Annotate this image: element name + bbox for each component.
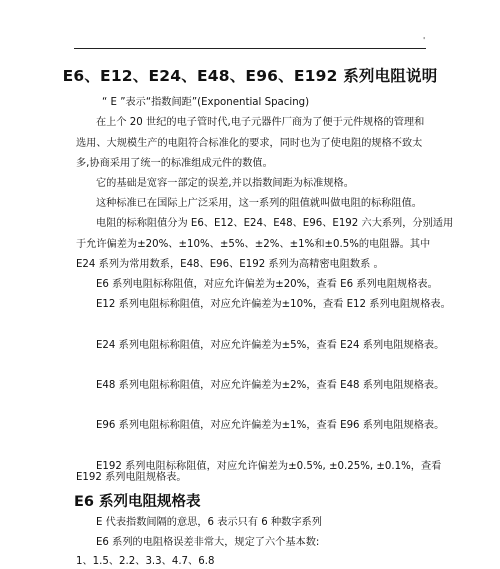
e6-section-line-3: 1、1.5、2.2、3.3、4.7、6.8 (76, 556, 215, 567)
paragraph-3: 这种标准已在国际上广泛采用，这一系列的阻值就叫做电阻的标称阻值。 (96, 198, 422, 209)
e12-series-line: E12 系列电阻标称阻值，对应允许偏差为±10%，查看 E12 系列电阻规格表。 (96, 299, 451, 310)
paragraph-1-line-1: 在上个 20 世纪的电子管时代,电子元器件厂商为了便于元件规格的管理和 (96, 117, 425, 128)
paragraph-4-line-2: 于允许偏差为±20%、±10%、±5%、±2%、±1%和±0.5%的电阻器。其中 (76, 239, 431, 250)
e96-series-line: E96 系列电阻标称阻值，对应允许偏差为±1%，查看 E96 系列电阻规格表。 (96, 420, 445, 431)
paragraph-4-line-3: E24 系列为常用数系，E48、E96、E192 系列为高精密电阻数系 。 (76, 259, 384, 270)
page-title: E6、E12、E24、E48、E96、E192 系列电阻说明 (62, 67, 438, 85)
paragraph-1-line-3: 多,协商采用了统一的标准组成元件的数值。 (76, 158, 273, 169)
paragraph-4-line-1: 电阻的标称阻值分为 E6、E12、E24、E48、E96、E192 六大系列，分别适用 (96, 218, 454, 229)
paragraph-2: 它的基础是宽容一部定的误差,并以指数间距为标准规格。 (96, 178, 354, 189)
e6-section-line-2: E6 系列的电阻格误差非常大，规定了六个基本数: (96, 537, 320, 548)
e6-section-heading: E6 系列电阻规格表 (74, 494, 201, 510)
e24-series-line: E24 系列电阻标称阻值，对应允许偏差为±5%，查看 E24 系列电阻规格表。 (96, 340, 445, 351)
e48-series-line: E48 系列电阻标称阻值，对应允许偏差为±2%，查看 E48 系列电阻规格表。 (96, 380, 445, 391)
page-marker: ' (423, 36, 426, 45)
e6-section-line-1: E 代表指数间隔的意思，6 表示只有 6 种数字系列 (96, 517, 322, 528)
e6-series-line: E6 系列电阻标称阻值，对应允许偏差为±20%，查看 E6 系列电阻规格表。 (96, 279, 438, 290)
e192-series-line-1: E192 系列电阻标称阻值，对应允许偏差为±0.5%, ±0.25%, ±0.1%，查看 (96, 461, 442, 472)
paragraph-1-line-2: 选用、大规模生产的电阻符合标准化的要求，同时也为了使电阻的规格不致太 (76, 138, 423, 149)
e192-series-line-2: E192 系列电阻规格表。 (76, 472, 187, 483)
e-meaning-line: “ E ”表示“指数间距”(Exponential Spacing) (102, 97, 310, 108)
header-rule (74, 48, 426, 49)
